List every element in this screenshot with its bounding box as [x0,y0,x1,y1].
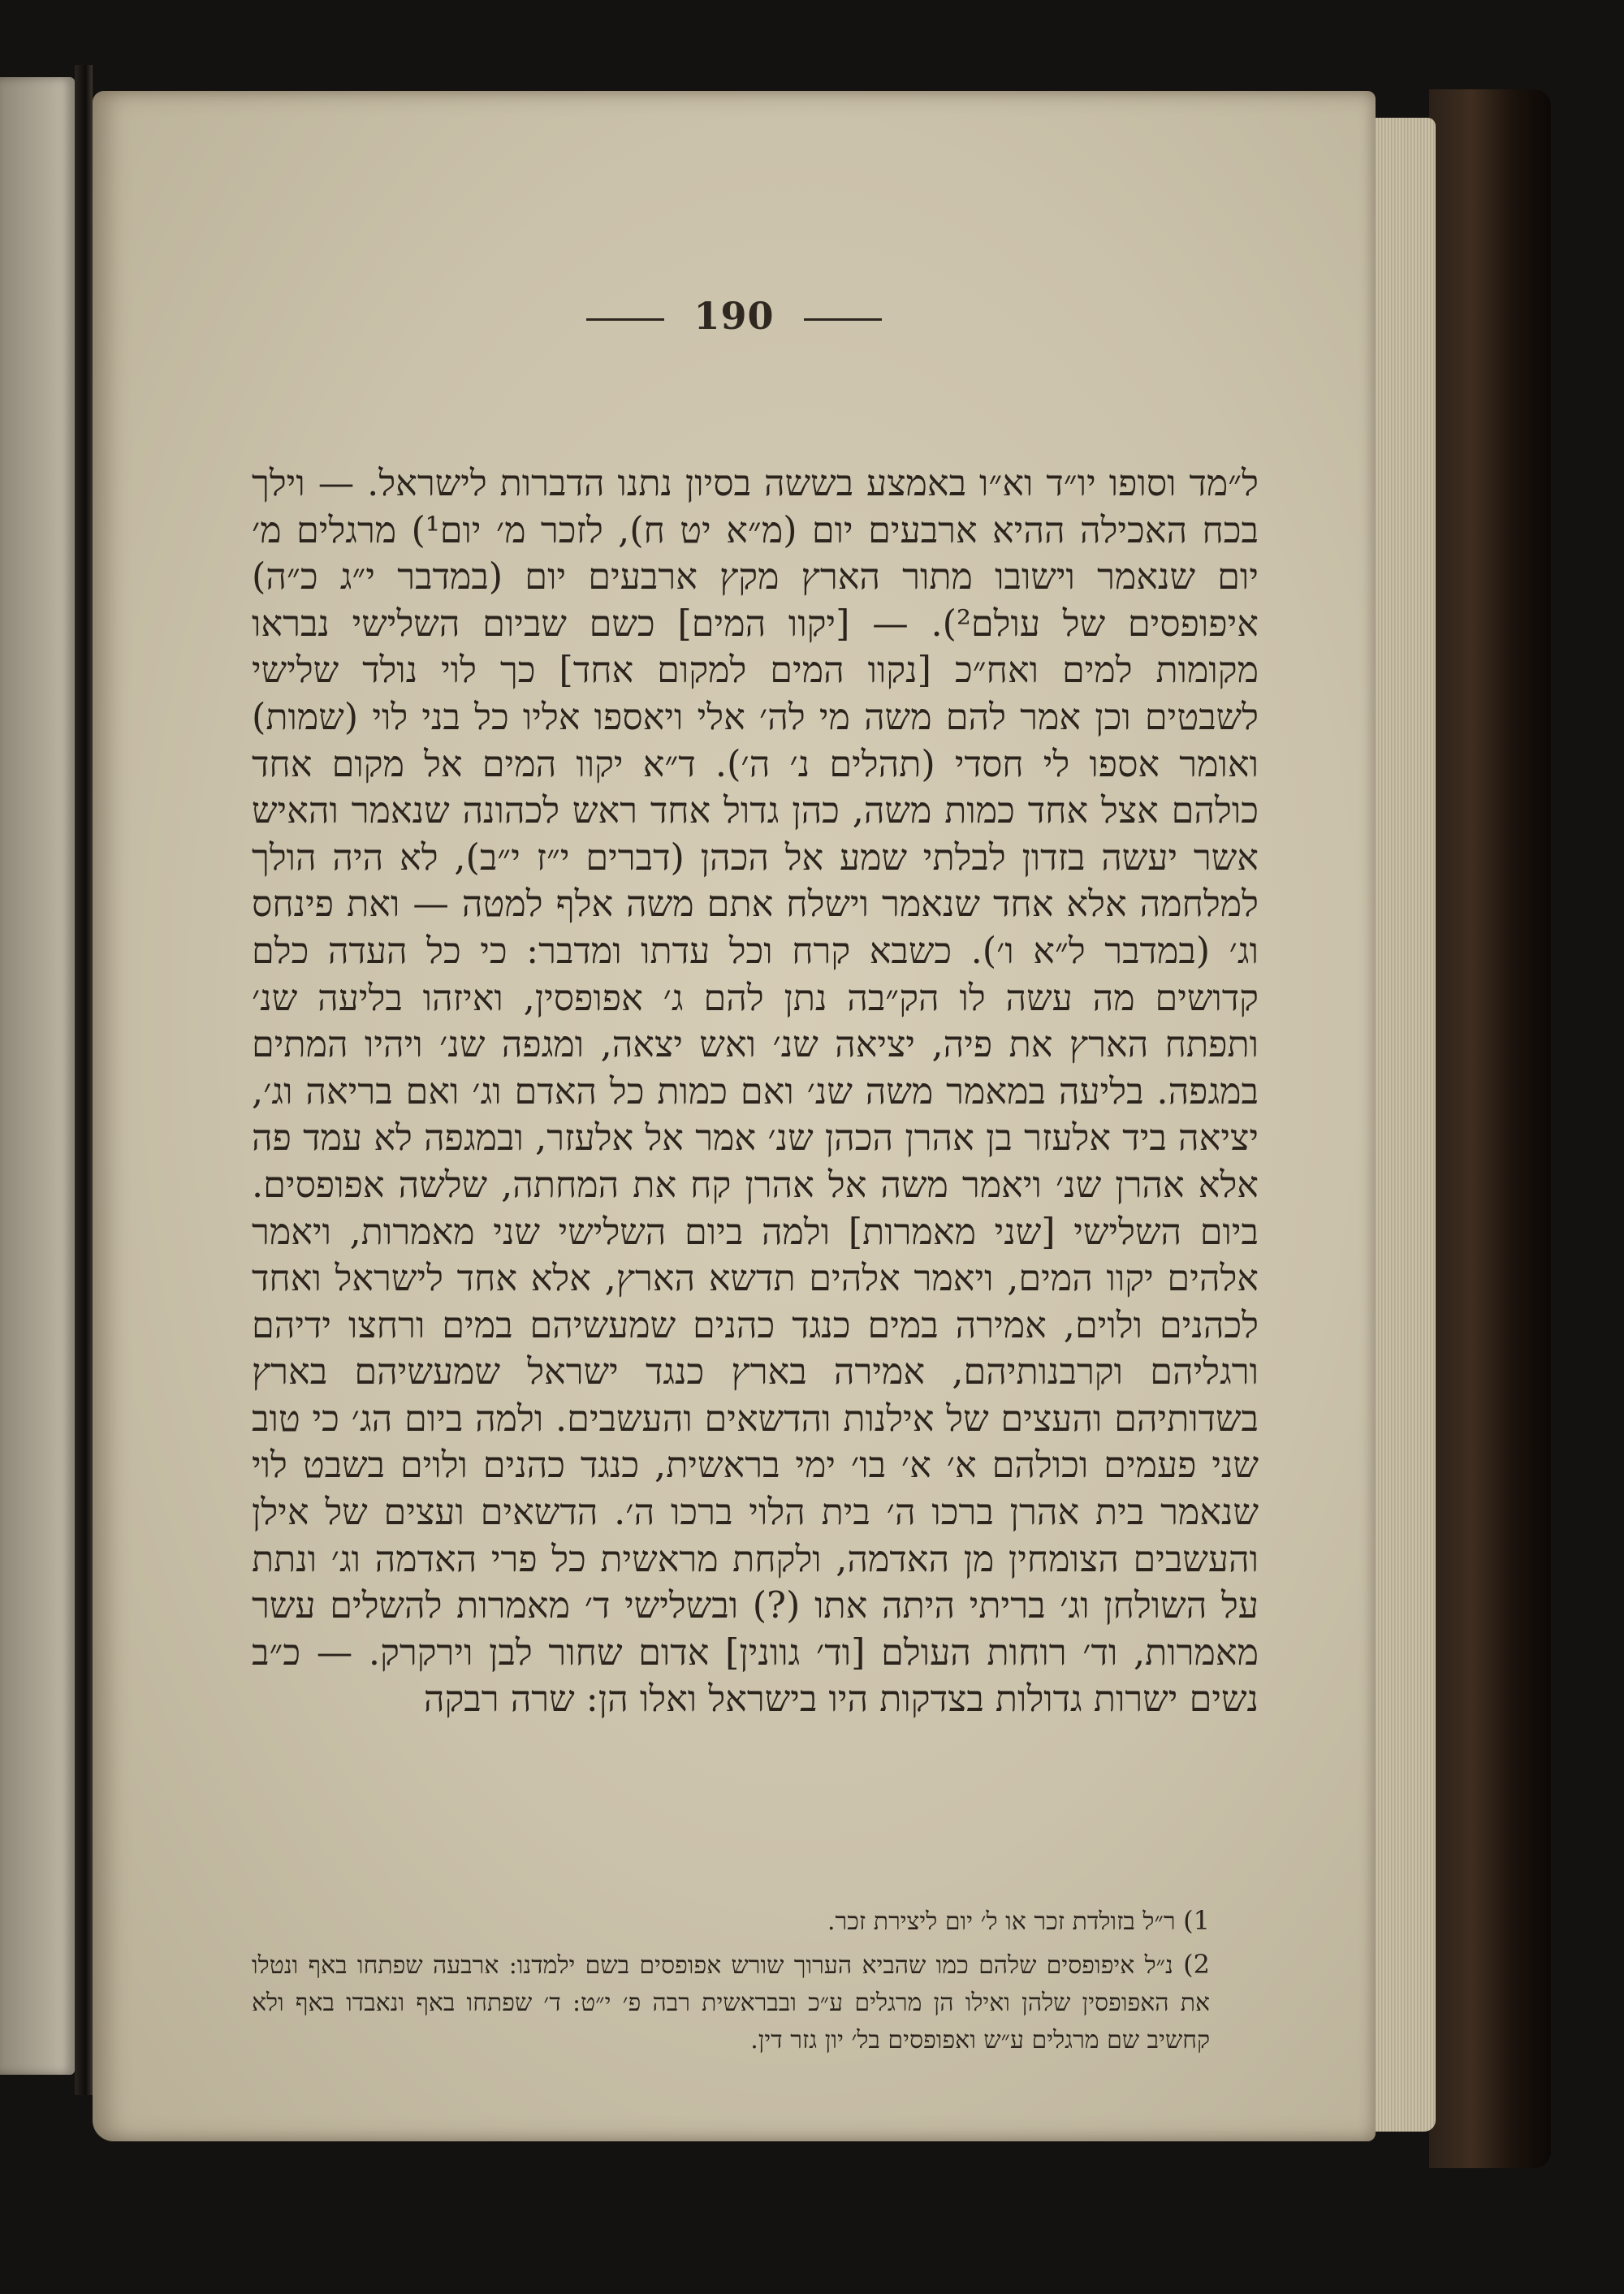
footnote-text: נ״ל איפופסים שלהם כמו שהביא הערוך שורש אפופסים בשם ילמדנו: ארבעה שפתחו באף ונטלו את האפופסין שלהן ואילו הן מרגלים ע״כ ובבראשית רבה פ׳ י״ט: ד׳ שפתחו באף ונאבדו באף ולא קחשיב שם מרגלים ע״ש ואפופסים בל׳ יון גזר דין. [252,1951,1210,2054]
main-text: ל״מד וסופו יו״ד וא״ו באמצע בששה בסיון נתנו הדברות לישראל. — וילך בכח האכילה ההיא ארבעים יום (מ״א יט ח), לזכר מ׳ יום¹) מרגלים מ׳ יום שנאמר וישובו מתור הארץ מקץ ארבעים יום (במדבר י״ג כ״ה) איפופסים של עולם²). — [יקוו המים] כשם שביום השלישי נבראו מקומות למים ואח״כ [נקוו המים למקום אחד] כך לוי נולד שלישי לשבטים וכן אמר להם משה מי לה׳ אלי ויאספו אליו כל בני לוי (שמות) ואומר אספו לי חסדי (תהלים נ׳ ה׳). ד״א יקוו המים אל מקום אחד כולהם אצל אחד כמות משה, כהן גדול אחד ראש לכהונה שנאמר והאיש אשר יעשה בזדון לבלתי שמע אל הכהן (דברים י״ז י״ב), לא היה הולך למלחמה אלא אחד שנאמר וישלח אתם משה אלף למטה — ואת פינחס וג׳ (במדבר ל״א ו׳). כשבא קרח וכל עדתו ומדבר: כי כל העדה כלם קדושים מה עשה לו הק״בה נתן להם ג׳ אפופסין, ואיזהו בליעה שנ׳ ותפתח הארץ את פיה, יציאה שנ׳ ואש יצאה, ומגפה שנ׳ ויהיו המתים במגפה. בליעה במאמר משה שנ׳ ואם כמות כל האדם וג׳ ואם בריאה וג׳, יציאה ביד אלעזר בן אהרן הכהן שנ׳ אמר אל אלעזר, ובמגפה לא עמד פה אלא אהרן שנ׳ ויאמר משה אל אהרן קח את המחתה, שלשה אפופסים. ביום השלישי [שני מאמרות] ולמה ביום השלישי שני מאמרות, ויאמר אלהים יקוו המים, ויאמר אלהים תדשא הארץ, אלא אחד לישראל ואחד לכהנים ולוים, אמירה במים כנגד כהנים שמעשיהם במים ורחצו ידיהם ורגליהם וקרבנותיהם, אמירה בארץ כנגד ישראל שמעשיהם בארץ בשדותיהם והעצים של אילנות והדשאים והעשבים. ולמה ביום הג׳ כי טוב שני פעמים וכולהם א׳ א׳ בו׳ ימי בראשית, כנגד כהנים ולוים בשבט לוי שנאמר בית אהרן ברכו ה׳ בית הלוי ברכו ה׳. הדשאים ועצים של אילן והעשבים הצומחין מן האדמה, ולקחת מראשית כל פרי האדמה וג׳ ונתת על השולחן וג׳ בריתי היתה אתו (?) ובשלישי ד׳ מאמרות להשלים עשר מאמרות, וד׳ רוחות העולם [וד׳ גוונין] אדום שחור לבן וירקרק. — כ״ב נשים ישרות גדולות בצדקות היו בישראל ואלו הן: שרה רבקה [252,463,1259,1721]
footnote-number: 1) [1183,1905,1210,1936]
book-cover-edge [1429,89,1551,2168]
footnotes [252,1902,1259,2059]
footnote-text: ר״ל בזולדת זכר או ל׳ יום ליצירת זכר. [827,1907,1176,1936]
footnote-number: 2) [1183,1949,1210,1980]
left-page-edge [0,77,75,2075]
page-number: 190 [557,294,910,338]
footnote-2 [252,1946,1259,2059]
footnote-1 [252,1902,1259,1941]
page-header [93,294,1376,338]
book-page [93,91,1376,2141]
book-gutter [75,65,93,2095]
